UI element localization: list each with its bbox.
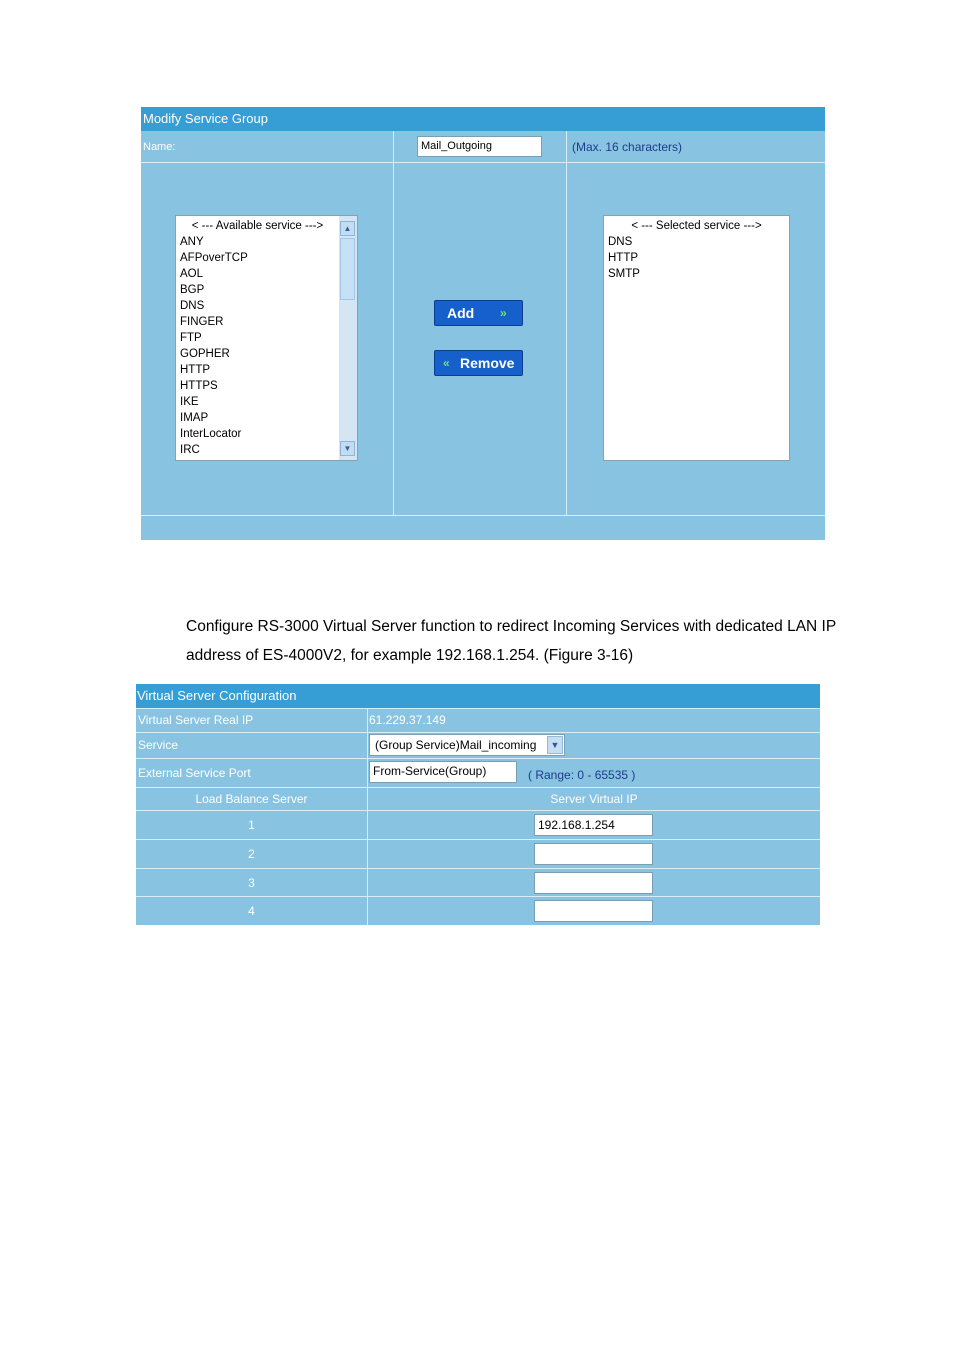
group-name-input[interactable]: Mail_Outgoing: [417, 136, 542, 157]
service-select-value: (Group Service)Mail_incoming: [375, 738, 537, 752]
double-chevron-right-icon: »: [500, 306, 507, 320]
selected-service-item[interactable]: HTTP: [608, 252, 639, 264]
port-range-hint: ( Range: 0 - 65535 ): [528, 768, 636, 782]
available-service-item[interactable]: IMAP: [180, 412, 209, 424]
real-ip-label: Virtual Server Real IP: [138, 713, 254, 727]
selected-service-item[interactable]: SMTP: [608, 268, 640, 280]
available-service-list[interactable]: [175, 215, 358, 461]
service-select[interactable]: [369, 734, 565, 756]
remove-label: Remove: [460, 355, 515, 371]
selected-service-item[interactable]: DNS: [608, 236, 633, 248]
available-service-item[interactable]: AFPoverTCP: [180, 252, 248, 264]
selected-service-header: < --- Selected service --->: [631, 220, 762, 232]
selected-service-list[interactable]: [603, 215, 790, 461]
available-service-item[interactable]: InterLocator: [180, 428, 242, 440]
external-port-label: External Service Port: [138, 766, 251, 780]
paragraph-line-2: address of ES-4000V2, for example 192.168.1.254. (Figure 3-16): [186, 647, 634, 664]
load-balance-row-number: 3: [248, 876, 255, 890]
available-service-header: < --- Available service --->: [191, 220, 324, 232]
available-list-scrollbar[interactable]: [339, 216, 357, 460]
server-virtual-ip-input[interactable]: 192.168.1.254: [534, 814, 653, 836]
available-service-item[interactable]: ANY: [180, 236, 204, 248]
panel-title: Modify Service Group: [141, 107, 825, 131]
scroll-up-icon[interactable]: ▲: [340, 221, 355, 236]
chevron-down-icon[interactable]: ▼: [547, 736, 563, 754]
service-label: Service: [138, 738, 179, 752]
virtual-server-config-panel: [136, 684, 820, 925]
available-service-item[interactable]: BGP: [180, 284, 205, 296]
scroll-thumb[interactable]: [340, 238, 355, 300]
real-ip-value: 61.229.37.149: [369, 713, 446, 727]
name-label: Name:: [143, 141, 176, 153]
load-balance-row-number: 1: [248, 818, 255, 832]
modify-service-group-panel: [141, 107, 825, 540]
load-balance-row-number: 4: [248, 904, 255, 918]
add-button[interactable]: [434, 300, 523, 326]
available-service-item[interactable]: FTP: [180, 332, 202, 344]
server-virtual-ip-input[interactable]: [534, 843, 653, 865]
available-service-item[interactable]: DNS: [180, 300, 205, 312]
available-service-item[interactable]: AOL: [180, 268, 204, 280]
paragraph-line-1: Configure RS-3000 Virtual Server function to redirect Incoming Services with dedicated LAN IP: [186, 618, 837, 635]
panel-title: Virtual Server Configuration: [136, 684, 820, 708]
available-service-item[interactable]: FINGER: [180, 316, 224, 328]
add-label: Add: [447, 305, 475, 321]
server-virtual-ip-header: Server Virtual IP: [550, 792, 638, 806]
server-virtual-ip-input[interactable]: [534, 872, 653, 894]
external-port-input[interactable]: From-Service(Group): [369, 761, 517, 783]
available-service-item[interactable]: HTTP: [180, 364, 211, 376]
available-service-item[interactable]: GOPHER: [180, 348, 230, 360]
available-service-item[interactable]: IRC: [180, 444, 200, 456]
server-virtual-ip-input[interactable]: [534, 900, 653, 922]
double-chevron-left-icon: «: [443, 356, 450, 370]
remove-button[interactable]: [434, 350, 523, 376]
scroll-down-icon[interactable]: ▼: [340, 441, 355, 456]
load-balance-row-number: 2: [248, 847, 255, 861]
load-balance-header: Load Balance Server: [195, 792, 308, 806]
available-service-item[interactable]: HTTPS: [180, 380, 218, 392]
name-hint: (Max. 16 characters): [572, 140, 683, 154]
available-service-item[interactable]: IKE: [180, 396, 199, 408]
